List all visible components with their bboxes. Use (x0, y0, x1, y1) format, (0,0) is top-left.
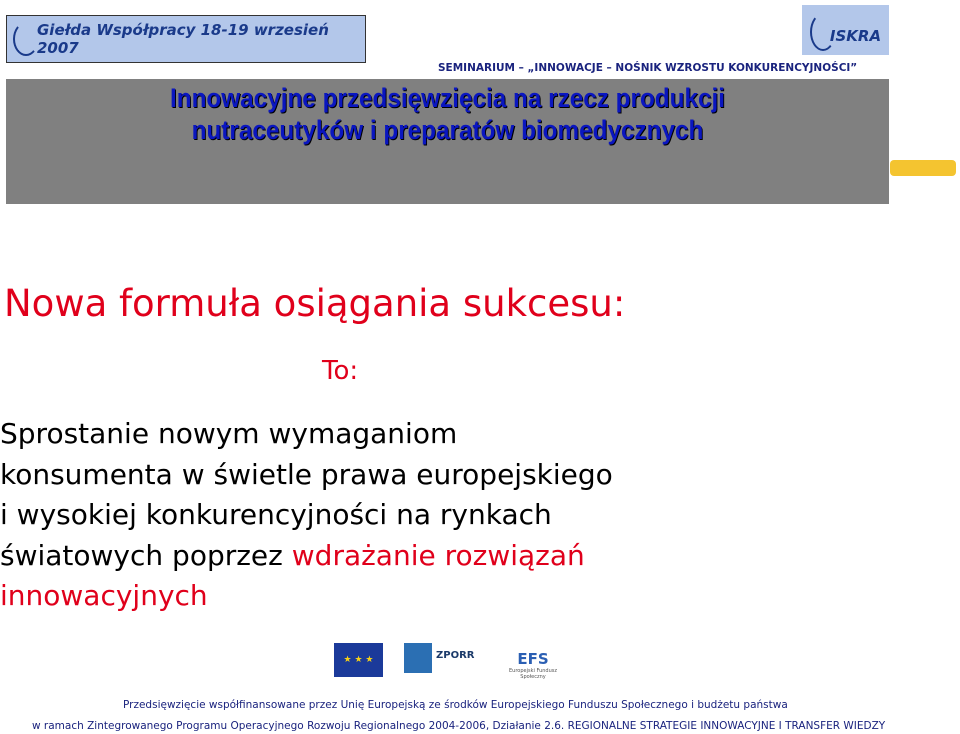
swoosh-icon (810, 13, 836, 51)
eu-flag-icon: ★ ★ ★ (334, 643, 383, 677)
efs-text: EFS (517, 650, 549, 668)
iskra-logo (802, 5, 889, 55)
highlight-stroke (890, 160, 956, 176)
body-text (0, 414, 613, 617)
zporr-text: ZPORR (436, 650, 475, 661)
body-line (0, 536, 613, 577)
title-line-2: nutraceutyków i preparatów biomedycznych (191, 115, 704, 145)
footer-line-2: w ramach Zintegrowanego Programu Operacyjnego Rozwoju Regionalnego 2004-2006, Działanie 2.6. REGIONALNE STRATEGIE INNOWACYJNE I TRANSFER WIEDZY (32, 720, 886, 732)
slide-title (50, 82, 845, 146)
body-text-highlight: wdrażanie rozwiązań (291, 538, 585, 572)
title-line-1: Innowacyjne przedsięwzięcia na rzecz produkcji (169, 83, 726, 113)
body-line: konsumenta w świetle prawa europejskiego (0, 457, 613, 491)
event-logo-text: Giełda Współpracy 18-19 wrzesień 2007 (37, 21, 329, 57)
zporr-logo (404, 643, 479, 677)
body-line: Sprostanie nowym wymaganiom (0, 417, 458, 450)
iskra-logo-text: ISKRA (829, 27, 882, 45)
body-text-black: światowych poprzez (0, 538, 292, 572)
event-logo (6, 15, 366, 63)
efs-caption: Europejski Fundusz Społeczny (509, 668, 557, 680)
efs-logo (496, 638, 570, 682)
footer-line-1: Przedsięwzięcie współfinansowane przez Unię Europejską ze środków Europejskiego Funduszu Społecznego i budżetu państwa (123, 699, 788, 711)
body-line: i wysokiej konkurencyjności na rynkach (0, 498, 552, 531)
body-text-highlight: innowacyjnych (0, 579, 208, 612)
to-label: To: (322, 356, 359, 386)
subtitle: Nowa formuła osiągania sukcesu: (4, 282, 626, 325)
swoosh-icon (13, 22, 39, 56)
puzzle-icon (404, 643, 432, 673)
seminar-title: SEMINARIUM – „INNOWACJE – NOŚNIK WZROSTU KONKURENCYJNOŚCI” (438, 62, 858, 74)
